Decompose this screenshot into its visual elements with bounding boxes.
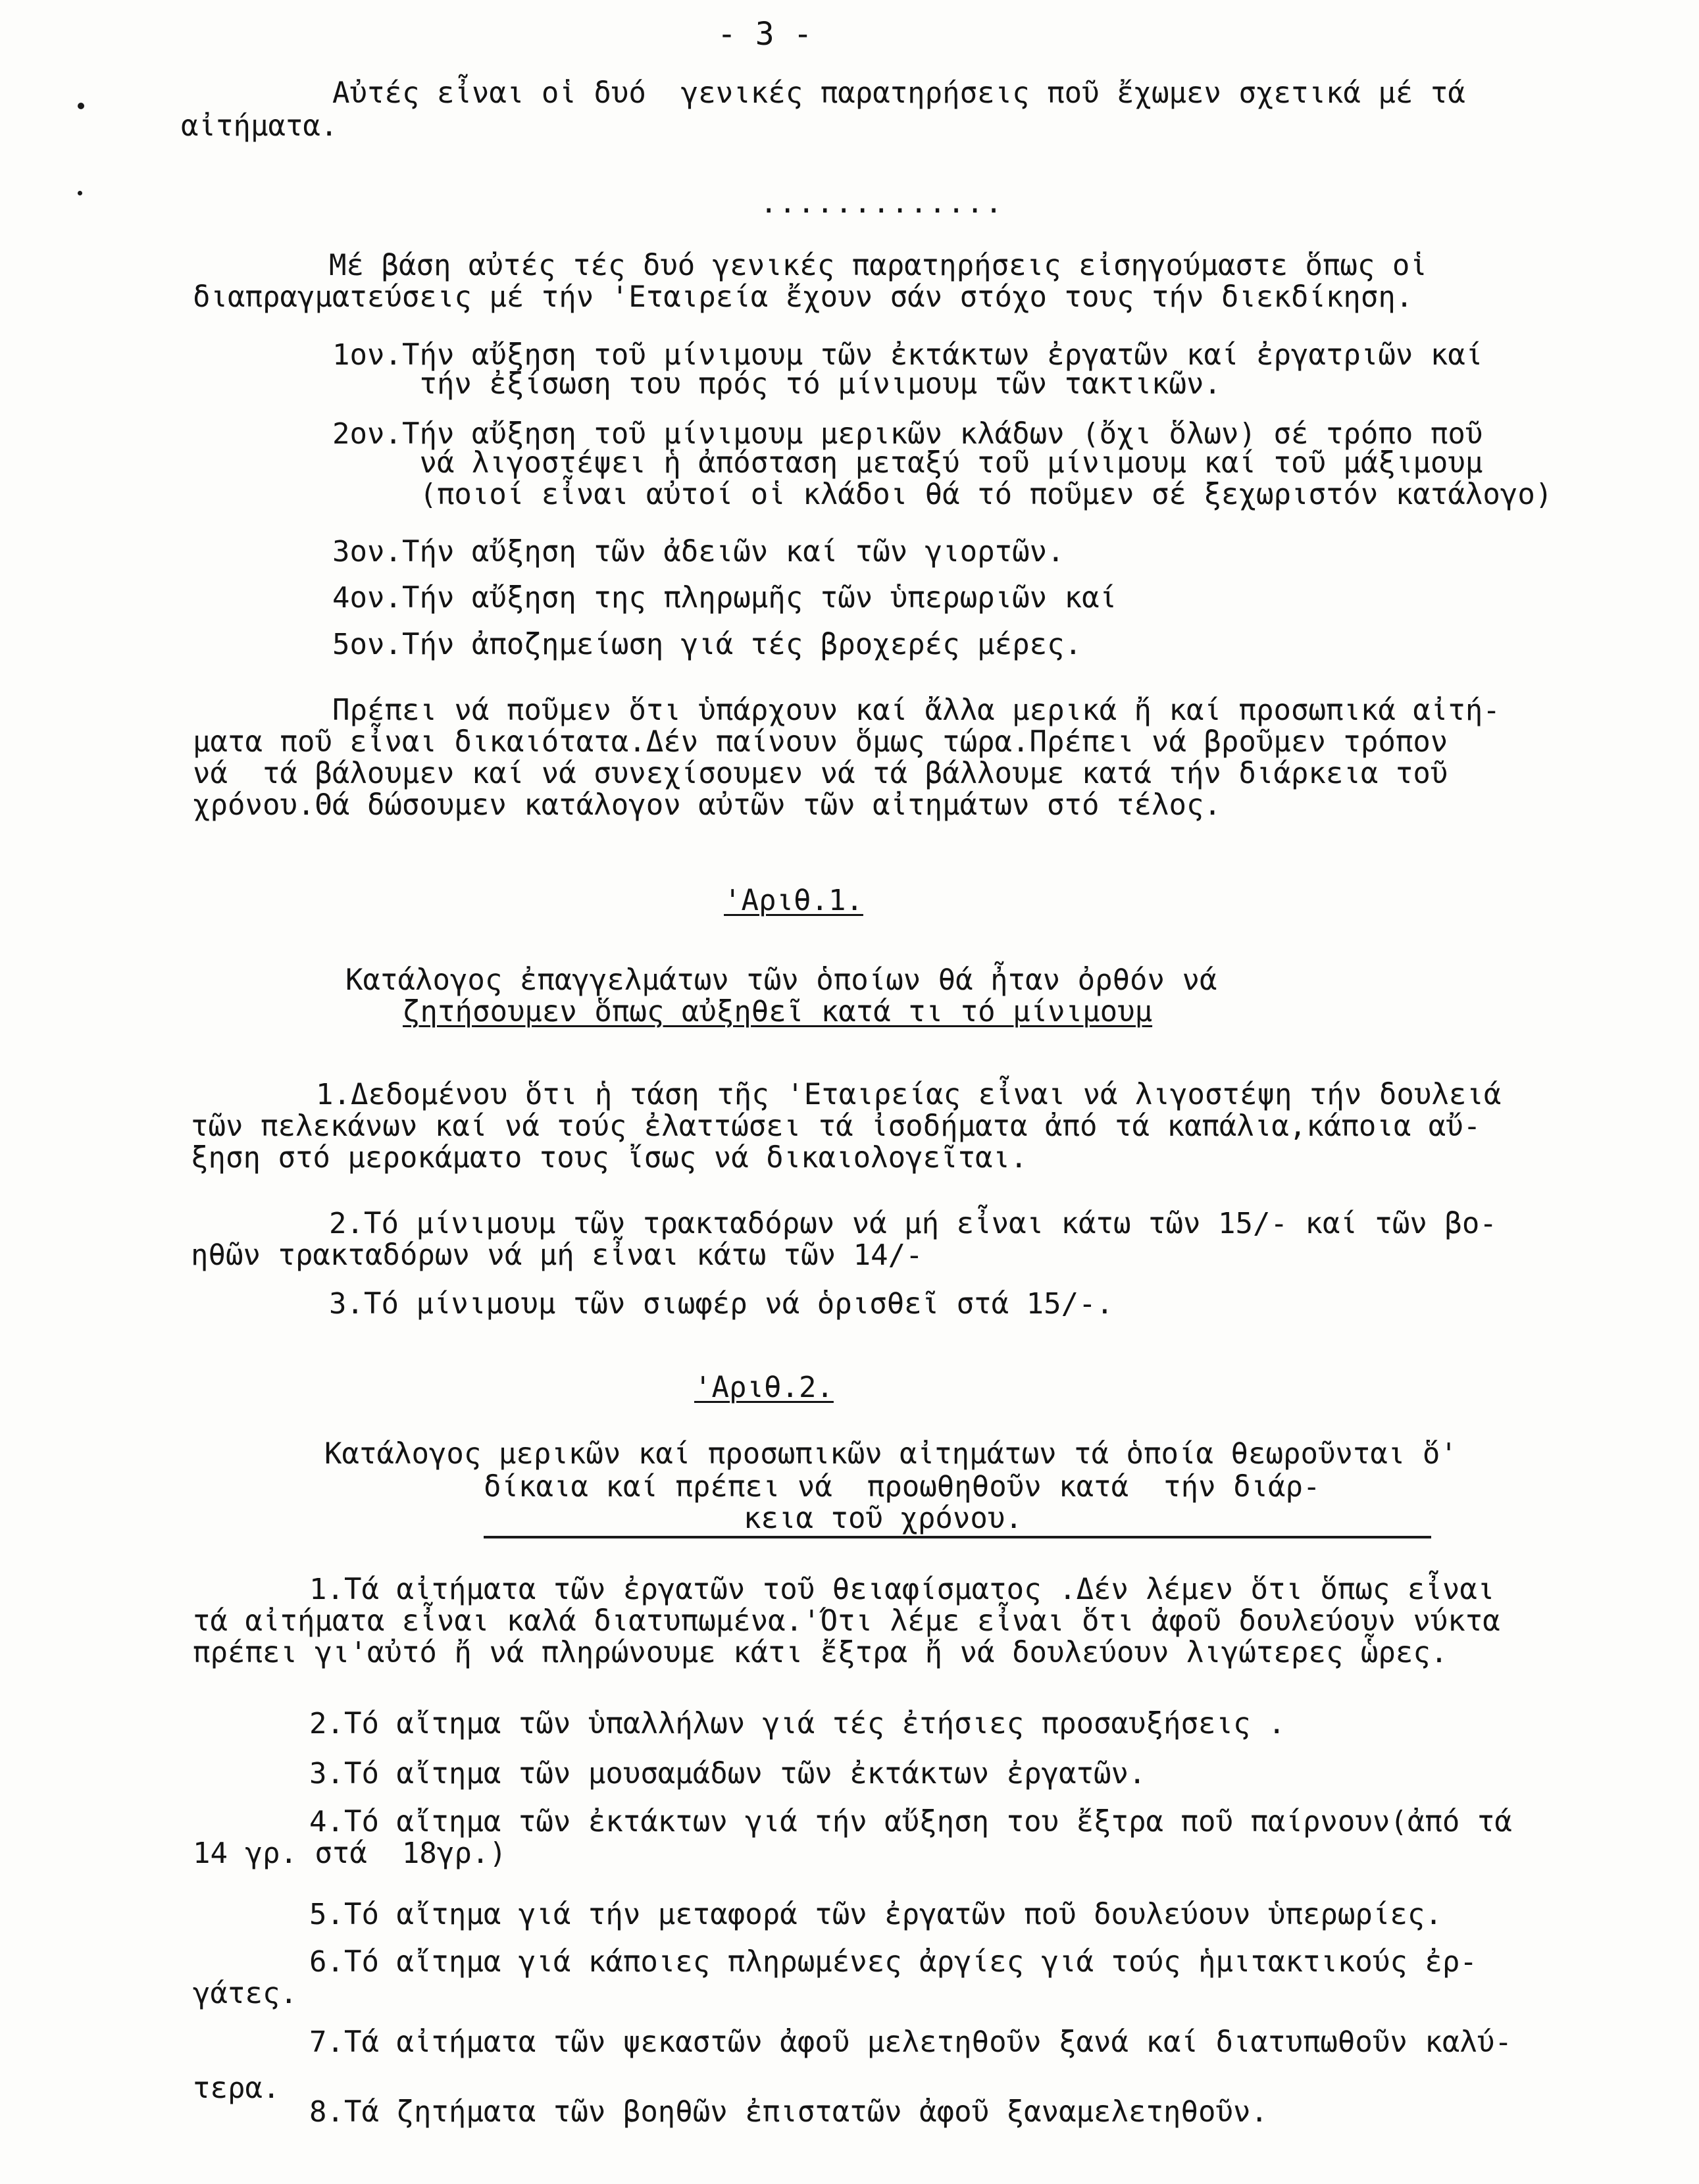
- proposal-line: Μέ βάση αὐτές τές δυό γενικές παρατηρήσεις εἰσηγούμαστε ὅπως οἱ: [329, 249, 1427, 282]
- section-heading: 'Αριθ.1.: [724, 884, 863, 917]
- item-line: πρέπει γι'αὐτό ἤ νά πληρώνουμε κάτι ἔξτρα ἤ νά δουλεύουν λιγώτερες ὧρες.: [193, 1636, 1448, 1669]
- section-title-line: Κατάλογος μερικῶν καί προσωπικῶν αἰτημάτων τά ὁποία θεωροῦνται ὅ': [324, 1437, 1458, 1471]
- item-line: 1.Δεδομένου ὅτι ἡ τάση τῆς 'Εταιρείας εἶναι νά λιγοστέψη τήν δουλειά: [316, 1078, 1502, 1111]
- item-line: γάτες.: [193, 1977, 297, 2010]
- section-title-line: Κατάλογος ἐπαγγελμάτων τῶν ὁποίων θά ἦταν ὀρθόν νά: [345, 963, 1217, 997]
- demand-line: 5ον.Τήν ἀποζημείωση γιά τές βροχερές μέρες.: [332, 628, 1082, 661]
- intro-line: Αὐτές εἶναι οἱ δυό γενικές παρατηρήσεις ποῦ ἔχωμεν σχετικά μέ τά: [332, 76, 1465, 110]
- margin-mark: [78, 191, 82, 195]
- item-line: 3.Τό μίνιμουμ τῶν σιωφέρ νά ὁρισθεῖ στά 15/-.: [329, 1287, 1114, 1321]
- demand-line: 4ον.Τήν αὔξηση της πληρωμῆς τῶν ὑπερωριῶν καί: [332, 581, 1117, 615]
- item-line: 4.Τό αἴτημα τῶν ἐκτάκτων γιά τήν αὔξηση του ἔξτρα ποῦ παίρνουν(ἀπό τά: [309, 1805, 1512, 1839]
- section-title-line: ζητήσουμεν ὅπως αὐξηθεῖ κατά τι τό μίνιμουμ: [403, 995, 1153, 1029]
- section-heading: 'Αριθ.2.: [694, 1371, 834, 1404]
- item-line: 6.Τό αἴτημα γιά κάποιες πληρωμένες ἀργίες γιά τούς ἡμιτακτικούς ἐρ-: [309, 1945, 1477, 1979]
- item-line: ξηση στό μεροκάματο τους ἴσως νά δικαιολογεῖται.: [191, 1141, 1028, 1175]
- item-line: 2.Τό μίνιμουμ τῶν τρακταδόρων νά μή εἶναι κάτω τῶν 15/- καί τῶν βο-: [329, 1207, 1497, 1240]
- note-line: Πρέπει νά ποῦμεν ὅτι ὑπάρχουν καί ἄλλα μερικά ἤ καί προσωπικά αἰτή-: [332, 694, 1500, 727]
- item-line: τά αἰτήματα εἶναι καλά διατυπωμένα.'Ότι λέμε εἶναι ὅτι ἀφοῦ δουλεύουν νύκτα: [193, 1604, 1500, 1638]
- section-title-rule: [484, 1536, 1431, 1538]
- separator: .............: [760, 186, 1004, 220]
- demand-line: 1ον.Τήν αὔξηση τοῦ μίνιμουμ τῶν ἐκτάκτων ἐργατῶν καί ἐργατριῶν καί: [332, 338, 1483, 372]
- note-line: νά τά βάλουμεν καί νά συνεχίσουμεν νά τά βάλλουμε κατά τήν διάρκεια τοῦ: [193, 757, 1448, 790]
- item-line: 3.Τό αἴτημα τῶν μουσαμάδων τῶν ἐκτάκτων ἐργατῶν.: [309, 1757, 1146, 1790]
- item-line: 5.Τό αἴτημα γιά τήν μεταφορά τῶν ἐργατῶν ποῦ δουλεύουν ὑπερωρίες.: [309, 1898, 1442, 1931]
- item-line: 8.Τά ζητήματα τῶν βοηθῶν ἐπιστατῶν ἀφοῦ ξαναμελετηθοῦν.: [309, 2095, 1268, 2129]
- demand-line: τήν ἐξίσωση του πρός τό μίνιμουμ τῶν τακτικῶν.: [332, 367, 1222, 401]
- demand-line: 3ον.Τήν αὔξηση τῶν ἀδειῶν καί τῶν γιορτῶν.: [332, 535, 1065, 569]
- page-number: - 3 -: [717, 16, 813, 53]
- intro-line: αἰτήματα.: [181, 109, 338, 143]
- item-line: τῶν πελεκάνων καί νά τούς ἐλαττώσει τά ἰσοδήματα ἀπό τά καπάλια,κάποια αὔ-: [191, 1109, 1481, 1143]
- demand-line: (ποιοί εἶναι αὐτοί οἱ κλάδοι θά τό ποῦμεν σέ ξεχωριστόν κατάλογο): [332, 478, 1553, 511]
- margin-mark: [78, 103, 84, 109]
- item-line: ηθῶν τρακταδόρων νά μή εἶναι κάτω τῶν 14/-: [191, 1238, 923, 1272]
- item-line: 1.Τά αἰτήματα τῶν ἐργατῶν τοῦ θειαφίσματος .Δέν λέμεν ὅτι ὅπως εἶναι: [309, 1573, 1495, 1606]
- item-line: 14 γρ. στά 18γρ.): [193, 1837, 507, 1870]
- item-line: 2.Τό αἴτημα τῶν ὑπαλλήλων γιά τές ἐτήσιες προσαυξήσεις .: [309, 1707, 1286, 1740]
- item-line: 7.Τά αἰτήματα τῶν ψεκαστῶν ἀφοῦ μελετηθοῦν ξανά καί διατυπωθοῦν καλύ-: [309, 2025, 1512, 2059]
- demand-line: 2ον.Τήν αὔξηση τοῦ μίνιμουμ μερικῶν κλάδων (ὄχι ὅλων) σέ τρόπο ποῦ: [332, 417, 1483, 451]
- proposal-line: διαπραγματεύσεις μέ τήν 'Εταιρεία ἔχουν σάν στόχο τους τήν διεκδίκηση.: [193, 280, 1413, 314]
- demand-line: νά λιγοστέψει ἡ ἀπόσταση μεταξύ τοῦ μίνιμουμ καί τοῦ μάξιμουμ: [332, 446, 1483, 480]
- note-line: χρόνου.Θά δώσουμεν κατάλογον αὐτῶν τῶν αἰτημάτων στό τέλος.: [193, 788, 1221, 822]
- item-line: τερα.: [193, 2071, 280, 2105]
- section-title-line: κεια τοῦ χρόνου.: [744, 1502, 1023, 1535]
- note-line: ματα ποῦ εἶναι δικαιότατα.Δέν παίνουν ὅμως τώρα.Πρέπει νά βροῦμεν τρόπον: [193, 725, 1448, 759]
- section-title-line: δίκαια καί πρέπει νά προωθηθοῦν κατά τήν διάρ-: [484, 1470, 1321, 1504]
